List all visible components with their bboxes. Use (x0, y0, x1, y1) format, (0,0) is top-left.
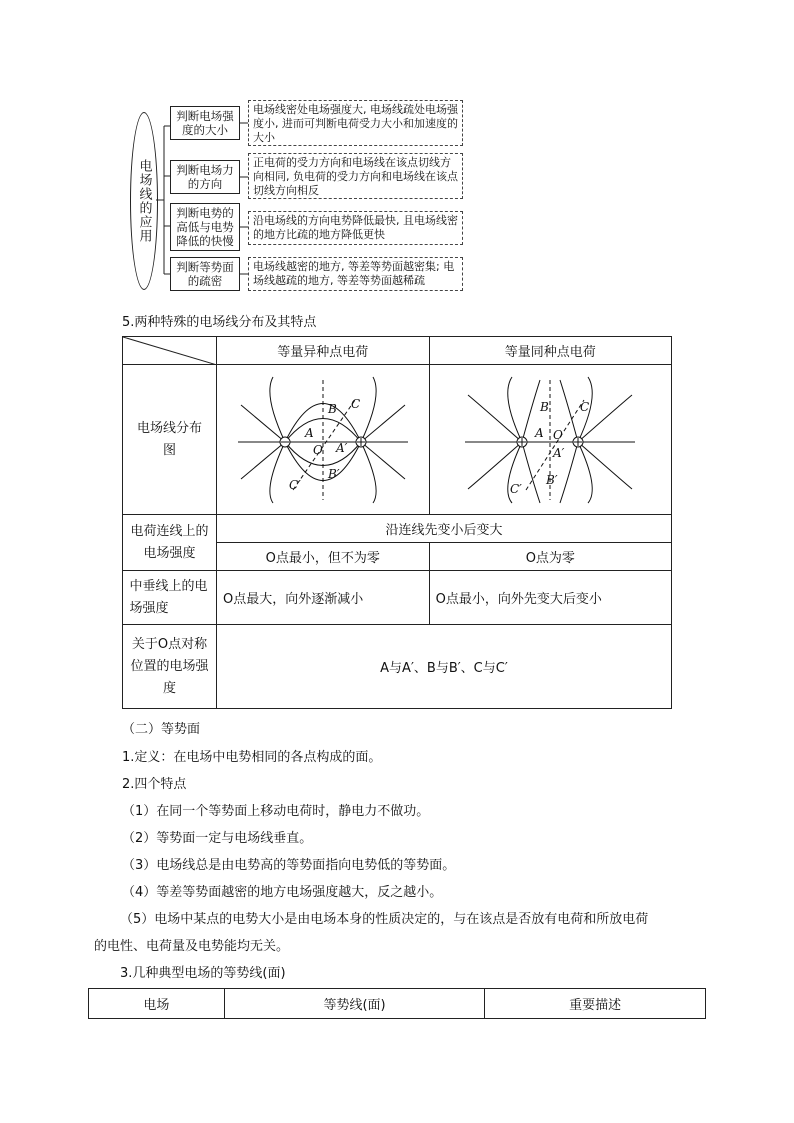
label-C-2: C (580, 399, 590, 414)
col-header-equipotential: 等势线(面) (224, 989, 485, 1019)
feature-2: （2）等势面一定与电场线垂直。 (122, 831, 313, 846)
concept-desc-2: 正电荷的受力方向和电场线在该点切线方向相同, 负电荷的受力方向和电场线在该点切线方向相反 (248, 153, 463, 199)
label-B: B (327, 401, 337, 416)
col-header-description: 重要描述 (485, 989, 706, 1019)
label-B-2: B (540, 399, 550, 414)
section-5-title: 5.两种特殊的电场线分布及其特点 (122, 315, 317, 330)
feature-5-line-2: 的电性、电荷量及电势能均无关。 (94, 939, 290, 954)
label-B-prime: B′ (327, 466, 340, 481)
diagram-like-cell (429, 365, 671, 515)
concept-label-3: 判断电势的高低与电势降低的快慢 (170, 203, 240, 251)
features-title: 2.四个特点 (122, 777, 187, 792)
equipotential-table (88, 988, 706, 1019)
label-A-prime-2: A′ (553, 445, 565, 460)
section-3-title: 3.几种典型电场的等势线(面) (120, 966, 286, 981)
concept-map-center: 电场线的应用 (130, 112, 158, 290)
label-A-2: A (535, 425, 544, 440)
label-A-prime: A′ (335, 440, 348, 455)
feature-4: （4）等差等势面越密的地方电场强度越大，反之越小。 (122, 885, 443, 900)
perp-opposite: O点最大，向外逐渐减小 (216, 571, 429, 625)
feature-3: （3）电场线总是由电势高的等势面指向电势低的等势面。 (122, 858, 456, 873)
feature-5-line-1: （5）电场中某点的电势大小是由电场本身的性质决定的，与在该点是否放有电荷和所放电荷 (120, 912, 649, 927)
label-O: O (312, 442, 323, 457)
section-2-title: （二）等势面 (122, 722, 201, 737)
sym-value: A与A′、B与B′、C与C′ (216, 625, 671, 709)
diagram-opposite-cell (216, 365, 429, 515)
definition-line: 1.定义：在电场中电势相同的各点构成的面。 (122, 750, 382, 765)
label-B-prime-2: B′ (546, 472, 558, 487)
row-label-perp: 中垂线上的电场强度 (123, 571, 217, 625)
label-A: A (304, 425, 314, 440)
field-line-table (122, 336, 672, 709)
col-header-field: 电场 (89, 989, 225, 1019)
label-C-prime: C′ (288, 477, 301, 492)
diagonal-line (123, 337, 217, 365)
row-label-connect: 电荷连线上的电场强度 (123, 515, 217, 571)
opposite-charges-diagram (233, 375, 413, 505)
concept-desc-3: 沿电场线的方向电势降低最快, 且电场线密的地方比疏的地方降低更快 (248, 211, 463, 245)
feature-1: （1）在同一个等势面上移动电荷时，静电力不做功。 (122, 804, 430, 819)
concept-label-2: 判断电场力的方向 (170, 160, 240, 194)
row-label-diagram: 电场线分布图 (123, 365, 217, 515)
concept-label-1: 判断电场强度的大小 (170, 106, 240, 140)
connect-like: O点为零 (429, 543, 671, 571)
concept-desc-4: 电场线越密的地方, 等差等势面越密集; 电场线越疏的地方, 等差等势面越稀疏 (248, 257, 463, 291)
row-label-sym: 关于O点对称位置的电场强度 (123, 625, 217, 709)
concept-label-4: 判断等势面的疏密 (170, 257, 240, 291)
header-like-charges: 等量同种点电荷 (429, 337, 671, 365)
perp-like: O点最小，向外先变大后变小 (429, 571, 671, 625)
like-charges-diagram (460, 375, 640, 505)
label-C-prime-2: C′ (510, 481, 523, 496)
label-C: C (350, 396, 360, 411)
connect-common: 沿连线先变小后变大 (216, 515, 671, 543)
label-O-2: O (553, 427, 564, 442)
table-corner-cell (123, 337, 217, 365)
concept-desc-1: 电场线密处电场强度大, 电场线疏处电场强度小, 进而可判断电荷受力大小和加速度的大小 (248, 100, 463, 146)
header-opposite-charges: 等量异种点电荷 (216, 337, 429, 365)
connect-opposite: O点最小，但不为零 (216, 543, 429, 571)
